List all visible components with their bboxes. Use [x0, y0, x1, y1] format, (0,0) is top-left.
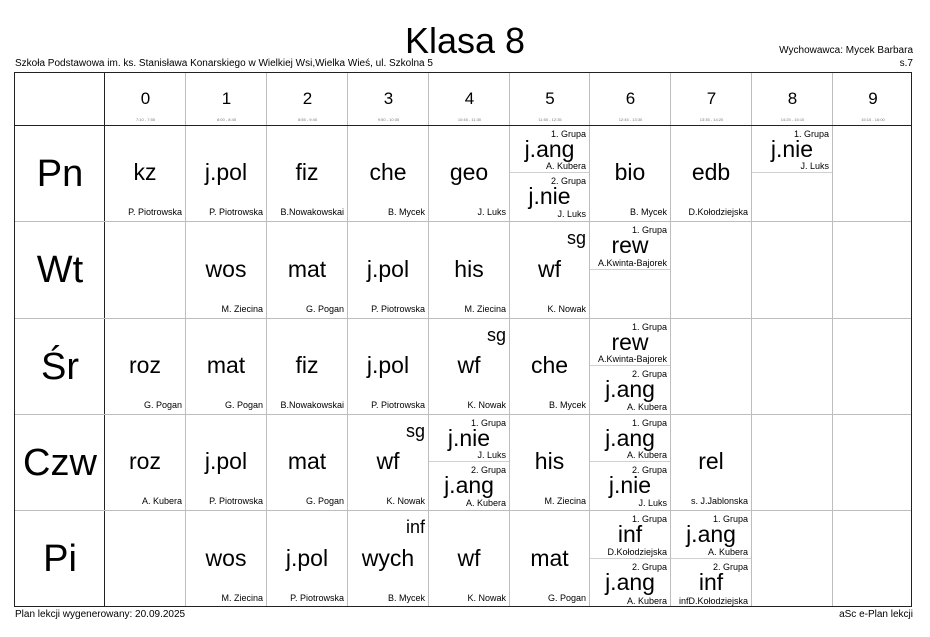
period-time: 13:35 - 14:20	[699, 117, 724, 122]
period-number: 2	[302, 89, 313, 108]
subject-name: j.nie	[447, 425, 491, 451]
teacher-name: K. Nowak	[467, 593, 506, 603]
lesson-cell[interactable]	[752, 126, 832, 221]
period-header	[186, 73, 267, 126]
teacher-name: G. Pogan	[305, 304, 344, 314]
day-label: Pn	[36, 153, 84, 195]
subject-name: wf	[457, 544, 481, 571]
subject-name: wos	[205, 544, 247, 571]
subject-name: wf	[457, 352, 481, 378]
group-label: 2. Grupa	[470, 465, 506, 475]
subject-name: bio	[614, 159, 646, 185]
subject-name: j.ang	[605, 569, 655, 595]
subject-name: his	[534, 448, 565, 474]
period-number: 9	[868, 89, 878, 108]
lesson-cell[interactable]	[267, 126, 347, 221]
group-lesson[interactable]	[590, 559, 670, 607]
teacher-name: J. Luks	[477, 207, 506, 217]
lesson-cell[interactable]	[429, 222, 509, 318]
teacher-name: G. Pogan	[547, 593, 586, 603]
group-label: 1. Grupa	[712, 514, 748, 524]
group-lesson[interactable]	[510, 173, 589, 220]
subject-name: wych	[361, 544, 415, 571]
teacher-name: infD.Kołodziejska	[678, 596, 748, 606]
lesson-cell[interactable]	[105, 126, 185, 221]
group-lesson[interactable]	[590, 366, 670, 413]
group-lesson[interactable]	[429, 415, 509, 462]
subject-name: geo	[449, 159, 489, 185]
subject-name: mat	[287, 255, 327, 282]
room-label: sg	[566, 228, 586, 248]
lesson-cell[interactable]	[186, 511, 266, 607]
subject-name: mat	[206, 352, 246, 378]
teacher-name: J. Luks	[477, 450, 506, 460]
teacher-name: B. Mycek	[629, 207, 667, 217]
period-header	[510, 73, 590, 126]
lesson-cell[interactable]	[267, 415, 347, 510]
subject-name: j.ang	[524, 136, 575, 162]
subject-name: kz	[133, 159, 157, 185]
lesson-cell[interactable]	[429, 126, 509, 221]
teacher-name: P. Piotrowska	[128, 207, 182, 217]
period-time: 15:15 - 16:00	[861, 117, 885, 122]
subject-name: wos	[205, 255, 247, 282]
period-header	[671, 73, 752, 126]
teacher-name: A. Kubera	[545, 161, 586, 171]
period-number: 3	[383, 89, 394, 108]
lesson-cell[interactable]	[671, 415, 751, 510]
group-lesson[interactable]	[671, 511, 751, 559]
teacher-name: A. Kubera	[707, 547, 748, 557]
lesson-cell[interactable]	[590, 511, 670, 607]
room-label: sg	[486, 325, 506, 345]
teacher-name: A.Kwinta-Bajorek	[597, 354, 667, 364]
subject-name: j.ang	[444, 472, 494, 498]
group-lesson[interactable]	[590, 415, 670, 462]
period-number: 5	[545, 89, 555, 108]
teacher-name: J. Luks	[800, 161, 829, 171]
day-label: Wt	[36, 249, 84, 291]
teacher-name: A. Kubera	[626, 402, 667, 412]
subject-name: inf	[617, 521, 643, 547]
lesson-cell[interactable]	[671, 126, 751, 221]
lesson-cell[interactable]	[510, 319, 589, 414]
lesson-cell[interactable]	[186, 415, 266, 510]
period-number: 8	[787, 89, 798, 108]
subject-name: j.pol	[366, 255, 410, 282]
period-time: 9:50 - 10:35	[377, 117, 400, 122]
period-header	[105, 73, 186, 126]
subject-name: his	[454, 255, 484, 282]
period-number: 6	[625, 89, 636, 108]
teacher-name: B.Nowakowskai	[280, 207, 344, 217]
room-label: inf	[405, 517, 425, 537]
teacher-name: B. Mycek	[387, 207, 425, 217]
teacher-name: A.Kwinta-Bajorek	[597, 258, 667, 268]
teacher-name: M. Ziecina	[464, 304, 506, 314]
group-lesson[interactable]	[590, 319, 670, 366]
lesson-cell[interactable]	[590, 126, 670, 221]
lesson-cell[interactable]	[590, 415, 670, 510]
teacher-name: K. Nowak	[386, 496, 425, 506]
lesson-cell[interactable]	[348, 319, 428, 414]
lesson-cell[interactable]	[186, 319, 266, 414]
subject-name: che	[369, 159, 407, 185]
day-label: Pi	[43, 538, 77, 580]
teacher-name: A. Kubera	[626, 596, 667, 606]
teacher-name: A. Kubera	[141, 496, 182, 506]
subject-name: j.ang	[605, 425, 655, 451]
teacher-name: K. Nowak	[467, 400, 506, 410]
subject-name: rew	[611, 329, 649, 355]
subject-name: wf	[538, 255, 561, 282]
group-label: 1. Grupa	[631, 225, 667, 235]
lesson-cell[interactable]	[348, 126, 428, 221]
lesson-cell[interactable]	[429, 415, 509, 510]
teacher-name: B.Nowakowskai	[280, 400, 344, 410]
subject-name: inf	[698, 569, 724, 595]
subject-name: mat	[287, 448, 327, 474]
subject-name: j.pol	[285, 544, 329, 571]
lesson-cell[interactable]	[429, 319, 509, 414]
teacher-name: M. Ziecina	[544, 496, 586, 506]
group-label: 1. Grupa	[470, 418, 506, 428]
teacher-name: B. Mycek	[387, 593, 425, 603]
subject-name: edb	[691, 159, 731, 185]
brand-label: aSc e-Plan lekcji	[839, 609, 913, 620]
subject-name: j.nie	[770, 136, 814, 162]
subject-name: fiz	[295, 352, 319, 378]
group-lesson[interactable]	[671, 559, 751, 607]
subject-name: roz	[129, 448, 161, 474]
teacher-name: P. Piotrowska	[209, 496, 263, 506]
subject-name: j.ang	[686, 521, 736, 547]
teacher-name: G. Pogan	[224, 400, 263, 410]
subject-name: wf	[376, 448, 400, 474]
period-time: 11:50 - 12:35	[538, 117, 562, 122]
lesson-cell[interactable]	[510, 126, 589, 221]
subject-name: roz	[129, 352, 161, 378]
subject-name: fiz	[295, 159, 319, 185]
period-time: 8:55 - 9:40	[297, 117, 318, 122]
lesson-cell[interactable]	[186, 222, 266, 318]
generated-date: Plan lekcji wygenerowany: 20.09.2025	[15, 609, 186, 620]
teacher-name: K. Nowak	[547, 304, 586, 314]
teacher-name: P. Piotrowska	[209, 207, 263, 217]
timetable-grid	[14, 72, 912, 607]
period-time: 8:00 - 8:45	[216, 117, 237, 122]
period-number: 1	[221, 89, 232, 108]
teacher-name: A. Kubera	[626, 450, 667, 460]
period-number: 7	[706, 89, 717, 108]
group-lesson[interactable]	[590, 511, 670, 559]
lesson-cell[interactable]	[348, 222, 428, 318]
lesson-cell[interactable]	[267, 319, 347, 414]
teacher-name: D.Kołodziejska	[688, 207, 748, 217]
teacher-name: J. Luks	[638, 498, 667, 508]
teacher-name: D.Kołodziejska	[607, 547, 667, 557]
school-name: Szkoła Podstawowa im. ks. Stanisława Konarskiego w Wielkiej Wsi,Wielka Wieś, ul. Szkolna 5	[15, 58, 433, 69]
period-number: 0	[140, 89, 151, 108]
group-label: 2. Grupa	[631, 562, 667, 572]
period-header	[590, 73, 671, 126]
group-lesson[interactable]	[510, 126, 589, 173]
lesson-cell[interactable]	[510, 511, 589, 607]
subject-name: j.nie	[608, 472, 652, 498]
group-lesson[interactable]	[590, 222, 670, 270]
group-label: 1. Grupa	[631, 418, 667, 428]
group-lesson[interactable]	[429, 462, 509, 509]
group-label: 2. Grupa	[712, 562, 748, 572]
teacher-name: P. Piotrowska	[371, 304, 425, 314]
lesson-cell[interactable]	[267, 222, 347, 318]
group-label: 1. Grupa	[631, 322, 667, 332]
period-header	[833, 73, 913, 126]
lesson-cell[interactable]	[590, 319, 670, 414]
period-time: 14:25 - 15:10	[780, 117, 805, 122]
group-label: 1. Grupa	[793, 129, 829, 139]
lesson-cell[interactable]	[186, 126, 266, 221]
subject-name: che	[530, 352, 569, 378]
teacher-name: J. Luks	[557, 209, 586, 219]
lesson-cell[interactable]	[105, 319, 185, 414]
period-header	[267, 73, 348, 126]
subject-name: rew	[611, 232, 649, 258]
teacher-name: s. J.Jablonska	[690, 496, 748, 506]
period-time: 10:45 - 11:30	[457, 117, 482, 122]
teacher-name: A. Kubera	[465, 498, 506, 508]
period-time: 12:45 - 13:30	[618, 117, 643, 122]
group-lesson[interactable]	[590, 462, 670, 509]
teacher-name: B. Mycek	[548, 400, 586, 410]
room-label: sg	[405, 421, 425, 441]
group-label: 2. Grupa	[631, 369, 667, 379]
day-label: Śr	[41, 346, 79, 388]
period-header	[348, 73, 429, 126]
grid-divider	[832, 73, 833, 606]
subject-name: j.ang	[605, 376, 655, 402]
teacher-name: M. Ziecina	[221, 593, 263, 603]
period-time: 7:10 - 7:55	[135, 117, 156, 122]
subject-name: rel	[698, 448, 724, 474]
teacher-name: G. Pogan	[143, 400, 182, 410]
lesson-cell[interactable]	[348, 511, 428, 607]
period-header	[752, 73, 833, 126]
lesson-cell[interactable]	[510, 415, 589, 510]
page-title: Klasa 8	[404, 20, 526, 61]
class-room: s.7	[899, 58, 913, 69]
lesson-cell[interactable]	[429, 511, 509, 607]
period-number: 4	[464, 89, 475, 108]
lesson-cell[interactable]	[348, 415, 428, 510]
teacher-name: G. Pogan	[305, 496, 344, 506]
subject-name: mat	[530, 544, 569, 571]
period-header	[429, 73, 510, 126]
subject-name: j.pol	[204, 159, 248, 185]
teacher-name: P. Piotrowska	[290, 593, 344, 603]
teacher-name: P. Piotrowska	[371, 400, 425, 410]
subject-name: j.nie	[528, 183, 571, 209]
lesson-cell[interactable]	[590, 222, 670, 318]
subject-name: j.pol	[204, 448, 248, 474]
group-label: 2. Grupa	[631, 465, 667, 475]
lesson-cell[interactable]	[671, 511, 751, 607]
lesson-cell[interactable]	[267, 511, 347, 607]
day-label: Czw	[23, 442, 97, 484]
group-label: 1. Grupa	[631, 514, 667, 524]
teacher-name: M. Ziecina	[221, 304, 263, 314]
lesson-cell[interactable]	[105, 415, 185, 510]
lesson-cell[interactable]	[510, 222, 589, 318]
group-label: 2. Grupa	[550, 176, 586, 186]
group-lesson[interactable]	[752, 126, 832, 173]
group-label: 1. Grupa	[550, 129, 586, 139]
class-teacher: Wychowawca: Mycek Barbara	[779, 45, 913, 56]
subject-name: j.pol	[366, 352, 410, 378]
